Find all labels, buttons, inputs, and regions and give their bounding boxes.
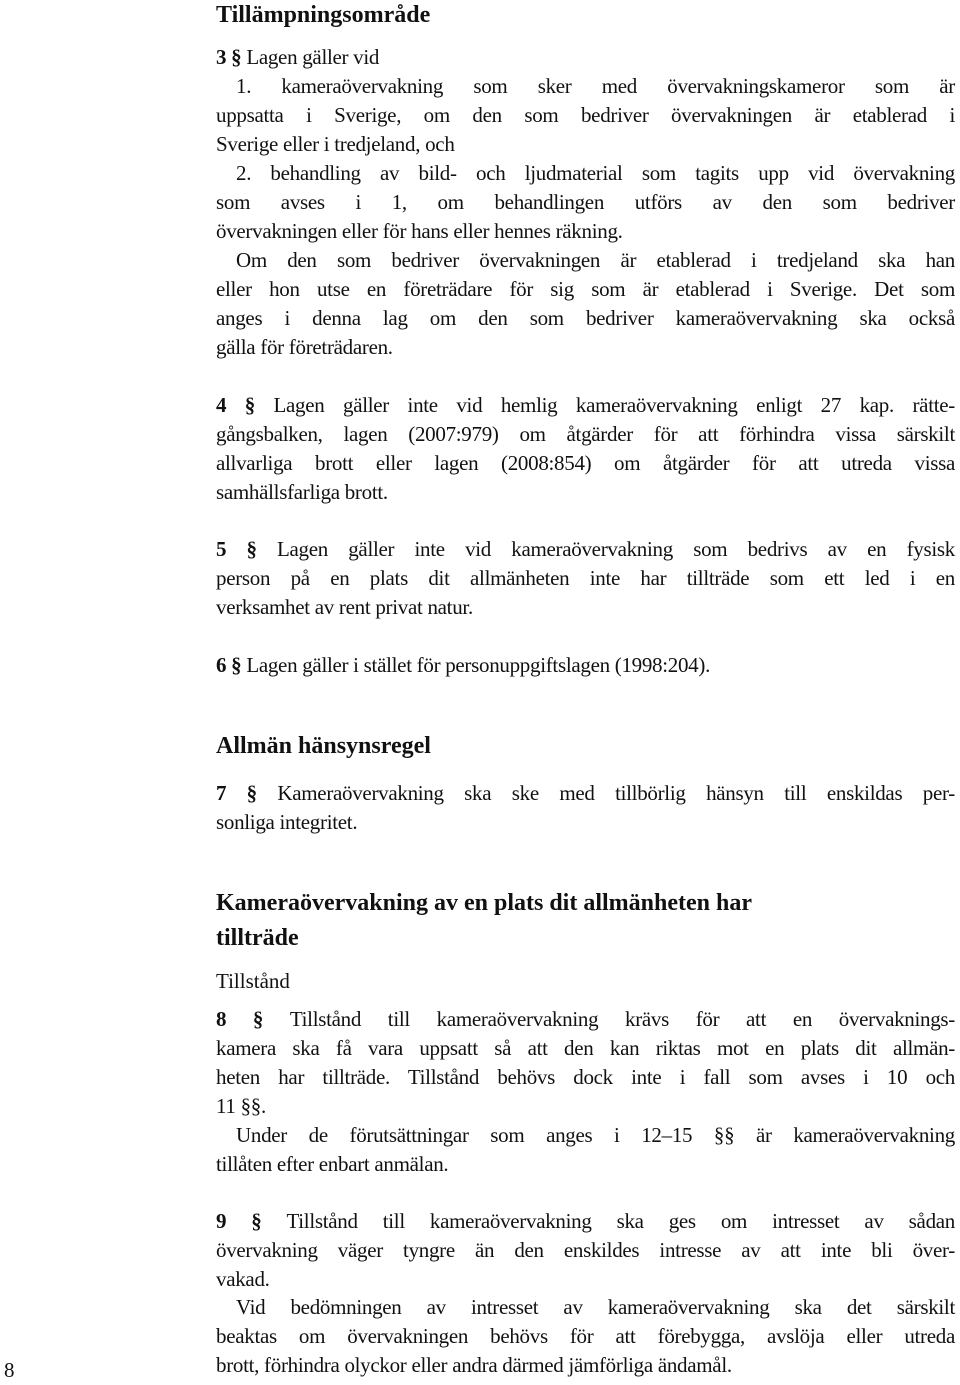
section-number: 8 § — [216, 1007, 290, 1031]
text-line: Sverige eller i tredjeland, och — [216, 132, 455, 156]
text-line: 5 § Lagen gäller inte vid kameraövervakning som bedrivs av en fysisk — [216, 537, 955, 561]
section-number: 5 § — [216, 537, 277, 561]
section-heading-public-place: Kameraövervakning av en plats dit allmänheten har — [216, 890, 753, 916]
text-line: 6 § Lagen gäller i stället för personuppgiftslagen (1998:204). — [216, 653, 711, 677]
text-line: Under de förutsättningar som anges i 12–15 §§ är kameraövervakning — [236, 1123, 955, 1147]
text-line: 4 § Lagen gäller inte vid hemlig kameraövervakning enligt 27 kap. rätte- — [216, 393, 955, 417]
text-line: brott, förhindra olyckor eller andra därmed jämförliga ändamål. — [216, 1353, 732, 1377]
text-line: tillåten efter enbart anmälan. — [216, 1152, 449, 1176]
text-line: uppsatta i Sverige, om den som bedriver övervakningen är etablerad i — [216, 103, 955, 127]
section-heading-scope: Tillämpningsområde — [216, 2, 431, 28]
section-number: 3 § — [216, 45, 247, 69]
text-line: 7 § Kameraövervakning ska ske med tillbörlig hänsyn till enskildas per- — [216, 781, 955, 805]
text-line: övervakningen eller för hans eller hennes räkning. — [216, 219, 623, 243]
section-number: 7 § — [216, 781, 278, 805]
text-line: 3 § Lagen gäller vid — [216, 45, 380, 69]
text-line: person på en plats dit allmänheten inte har tillträde som ett led i en — [216, 566, 955, 590]
text-line: 8 § Tillstånd till kameraövervakning krävs för att en övervaknings- — [216, 1007, 955, 1031]
text-line: samhällsfarliga brott. — [216, 480, 388, 504]
text-line: gälla för företrädaren. — [216, 335, 393, 359]
text-line: 9 § Tillstånd till kameraövervakning ska ges om intresset av sådan — [216, 1209, 955, 1233]
text-line: sonliga integritet. — [216, 810, 358, 834]
text-line: Om den som bedriver övervakningen är etablerad i tredjeland ska han — [236, 248, 955, 272]
text-line: beaktas om övervakningen behövs för att förebygga, avslöja eller utreda — [216, 1324, 955, 1348]
text-line: 1. kameraövervakning som sker med övervakningskameror som är — [236, 74, 955, 98]
text-line: eller hon utse en företrädare för sig som är etablerad i Sverige. Det som — [216, 277, 955, 301]
text-line: gångsbalken, lagen (2007:979) om åtgärder för att förhindra vissa särskilt — [216, 422, 955, 446]
section-heading-general-rule: Allmän hänsynsregel — [216, 733, 431, 759]
section-heading-public-place-cont: tillträde — [216, 925, 299, 951]
text-line: kamera ska få vara uppsatt så att den kan riktas mot en plats dit allmän- — [216, 1036, 955, 1060]
text-line: 11 §§. — [216, 1094, 266, 1118]
subheading-permit: Tillstånd — [216, 969, 290, 993]
text-line: 2. behandling av bild- och ljudmaterial som tagits upp vid övervakning — [236, 161, 955, 185]
text-line: heten har tillträde. Tillstånd behövs dock inte i fall som avses i 10 och — [216, 1065, 955, 1089]
text-line: vakad. — [216, 1267, 270, 1291]
text-line: övervakning väger tyngre än den enskildes intresse av att inte bli över- — [216, 1238, 955, 1262]
text-line: verksamhet av rent privat natur. — [216, 595, 473, 619]
section-number: 9 § — [216, 1209, 287, 1233]
text-line: Vid bedömningen av intresset av kameraövervakning ska det särskilt — [236, 1295, 955, 1319]
text-line: anges i denna lag om den som bedriver kameraövervakning ska också — [216, 306, 955, 330]
section-number: 6 § — [216, 653, 247, 677]
section-number: 4 § — [216, 393, 274, 417]
text-line: allvarliga brott eller lagen (2008:854) om åtgärder för att utreda vissa — [216, 451, 955, 475]
text-line: som avses i 1, om behandlingen utförs av den som bedriver — [216, 190, 955, 214]
page-number: 8 — [4, 1358, 15, 1382]
